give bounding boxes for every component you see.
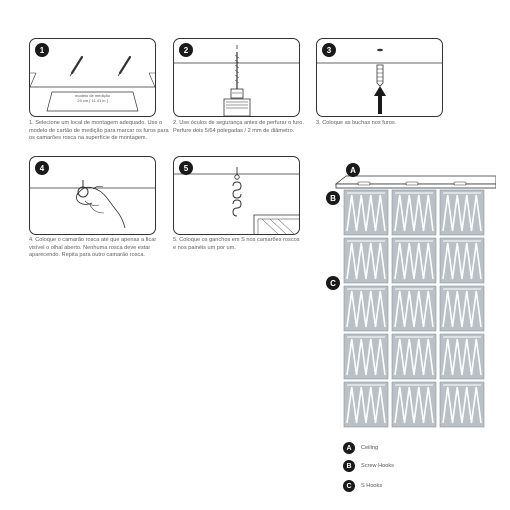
step-3-caption: 3. Coloque as buchas nos furos.	[316, 120, 397, 126]
hanging-panel	[344, 238, 388, 283]
legend-label: Screw Hooks	[361, 463, 394, 469]
legend-badge: C	[343, 480, 355, 492]
screw-hook	[454, 182, 466, 185]
screw-hook	[358, 182, 370, 185]
step-4-badge: 4	[35, 161, 49, 175]
legend-item-s-hooks	[343, 480, 382, 492]
drill-icon	[224, 45, 250, 116]
hanging-panel	[440, 334, 484, 379]
legend-label: Ceiling	[361, 445, 379, 451]
step-1-caption: 1. Selecione um local de montagem adequado. Use o modelo de cartão de medição para marcar os furos para os camarões rosca na superfície de montagem.	[29, 120, 169, 142]
s-hook-icon	[233, 182, 241, 216]
hanging-panel	[392, 238, 436, 283]
step-2-badge: 2	[179, 43, 193, 57]
hanging-panel	[392, 286, 436, 331]
step-3-badge: 3	[322, 43, 336, 57]
step-5-caption: 5. Coloque os ganchos em S nos camarões roscos e nos painéis um por um.	[173, 237, 300, 251]
legend-item-screw-hooks	[343, 460, 394, 472]
callout-a: A	[346, 163, 360, 177]
screw-hook-icon	[235, 167, 239, 179]
assembly-illustration	[326, 160, 496, 430]
legend-label: S Hooks	[361, 483, 383, 489]
step-1-panel	[29, 38, 156, 117]
callout-b: B	[326, 191, 340, 205]
hanging-panel	[344, 190, 388, 235]
step-5-badge: 5	[179, 161, 193, 175]
screw-hook	[406, 182, 418, 185]
legend-item-ceiling	[343, 442, 378, 454]
panel-grid	[344, 182, 484, 427]
wall-anchor-icon	[377, 65, 383, 86]
hanging-panel	[392, 334, 436, 379]
hanging-panel	[344, 286, 388, 331]
step-5-panel	[173, 156, 300, 235]
pencil-icon	[118, 57, 130, 76]
step-2-panel	[173, 38, 300, 117]
template-label: modelo de medição	[75, 93, 110, 98]
legend-badge: A	[343, 442, 355, 454]
step-4-caption: 4. Coloque o camarão rosca até que apenas a ficar visível o olhal aberto. Nenhuma rosca deve estar aparecendo. Repita para outro camarão rosca.	[29, 237, 157, 259]
step-1-badge: 1	[35, 43, 49, 57]
hanging-panel	[392, 190, 436, 235]
hanging-panel	[440, 286, 484, 331]
assembly-diagram	[326, 160, 496, 430]
step-3-panel	[316, 38, 443, 117]
callout-c: C	[326, 276, 340, 290]
hanging-panel	[344, 334, 388, 379]
template-size: 29 cm [ 11.41 in ]	[77, 98, 108, 104]
hanging-panel	[440, 238, 484, 283]
step-2-caption: 2. Use óculos de segurança antes de perfurar o furo. Perfure dois 5/64 polegadas / 2 mm de diâmetro.	[173, 120, 304, 134]
hanging-panel	[440, 190, 484, 235]
hand-icon	[76, 186, 125, 228]
arrow-up-icon	[374, 86, 386, 114]
legend-badge: B	[343, 460, 355, 472]
step-4-panel	[29, 156, 156, 235]
panel-corner	[254, 215, 299, 234]
hanging-panel	[392, 382, 436, 427]
hanging-panel	[344, 382, 388, 427]
hanging-panel	[440, 382, 484, 427]
pencil-icon	[70, 57, 82, 76]
